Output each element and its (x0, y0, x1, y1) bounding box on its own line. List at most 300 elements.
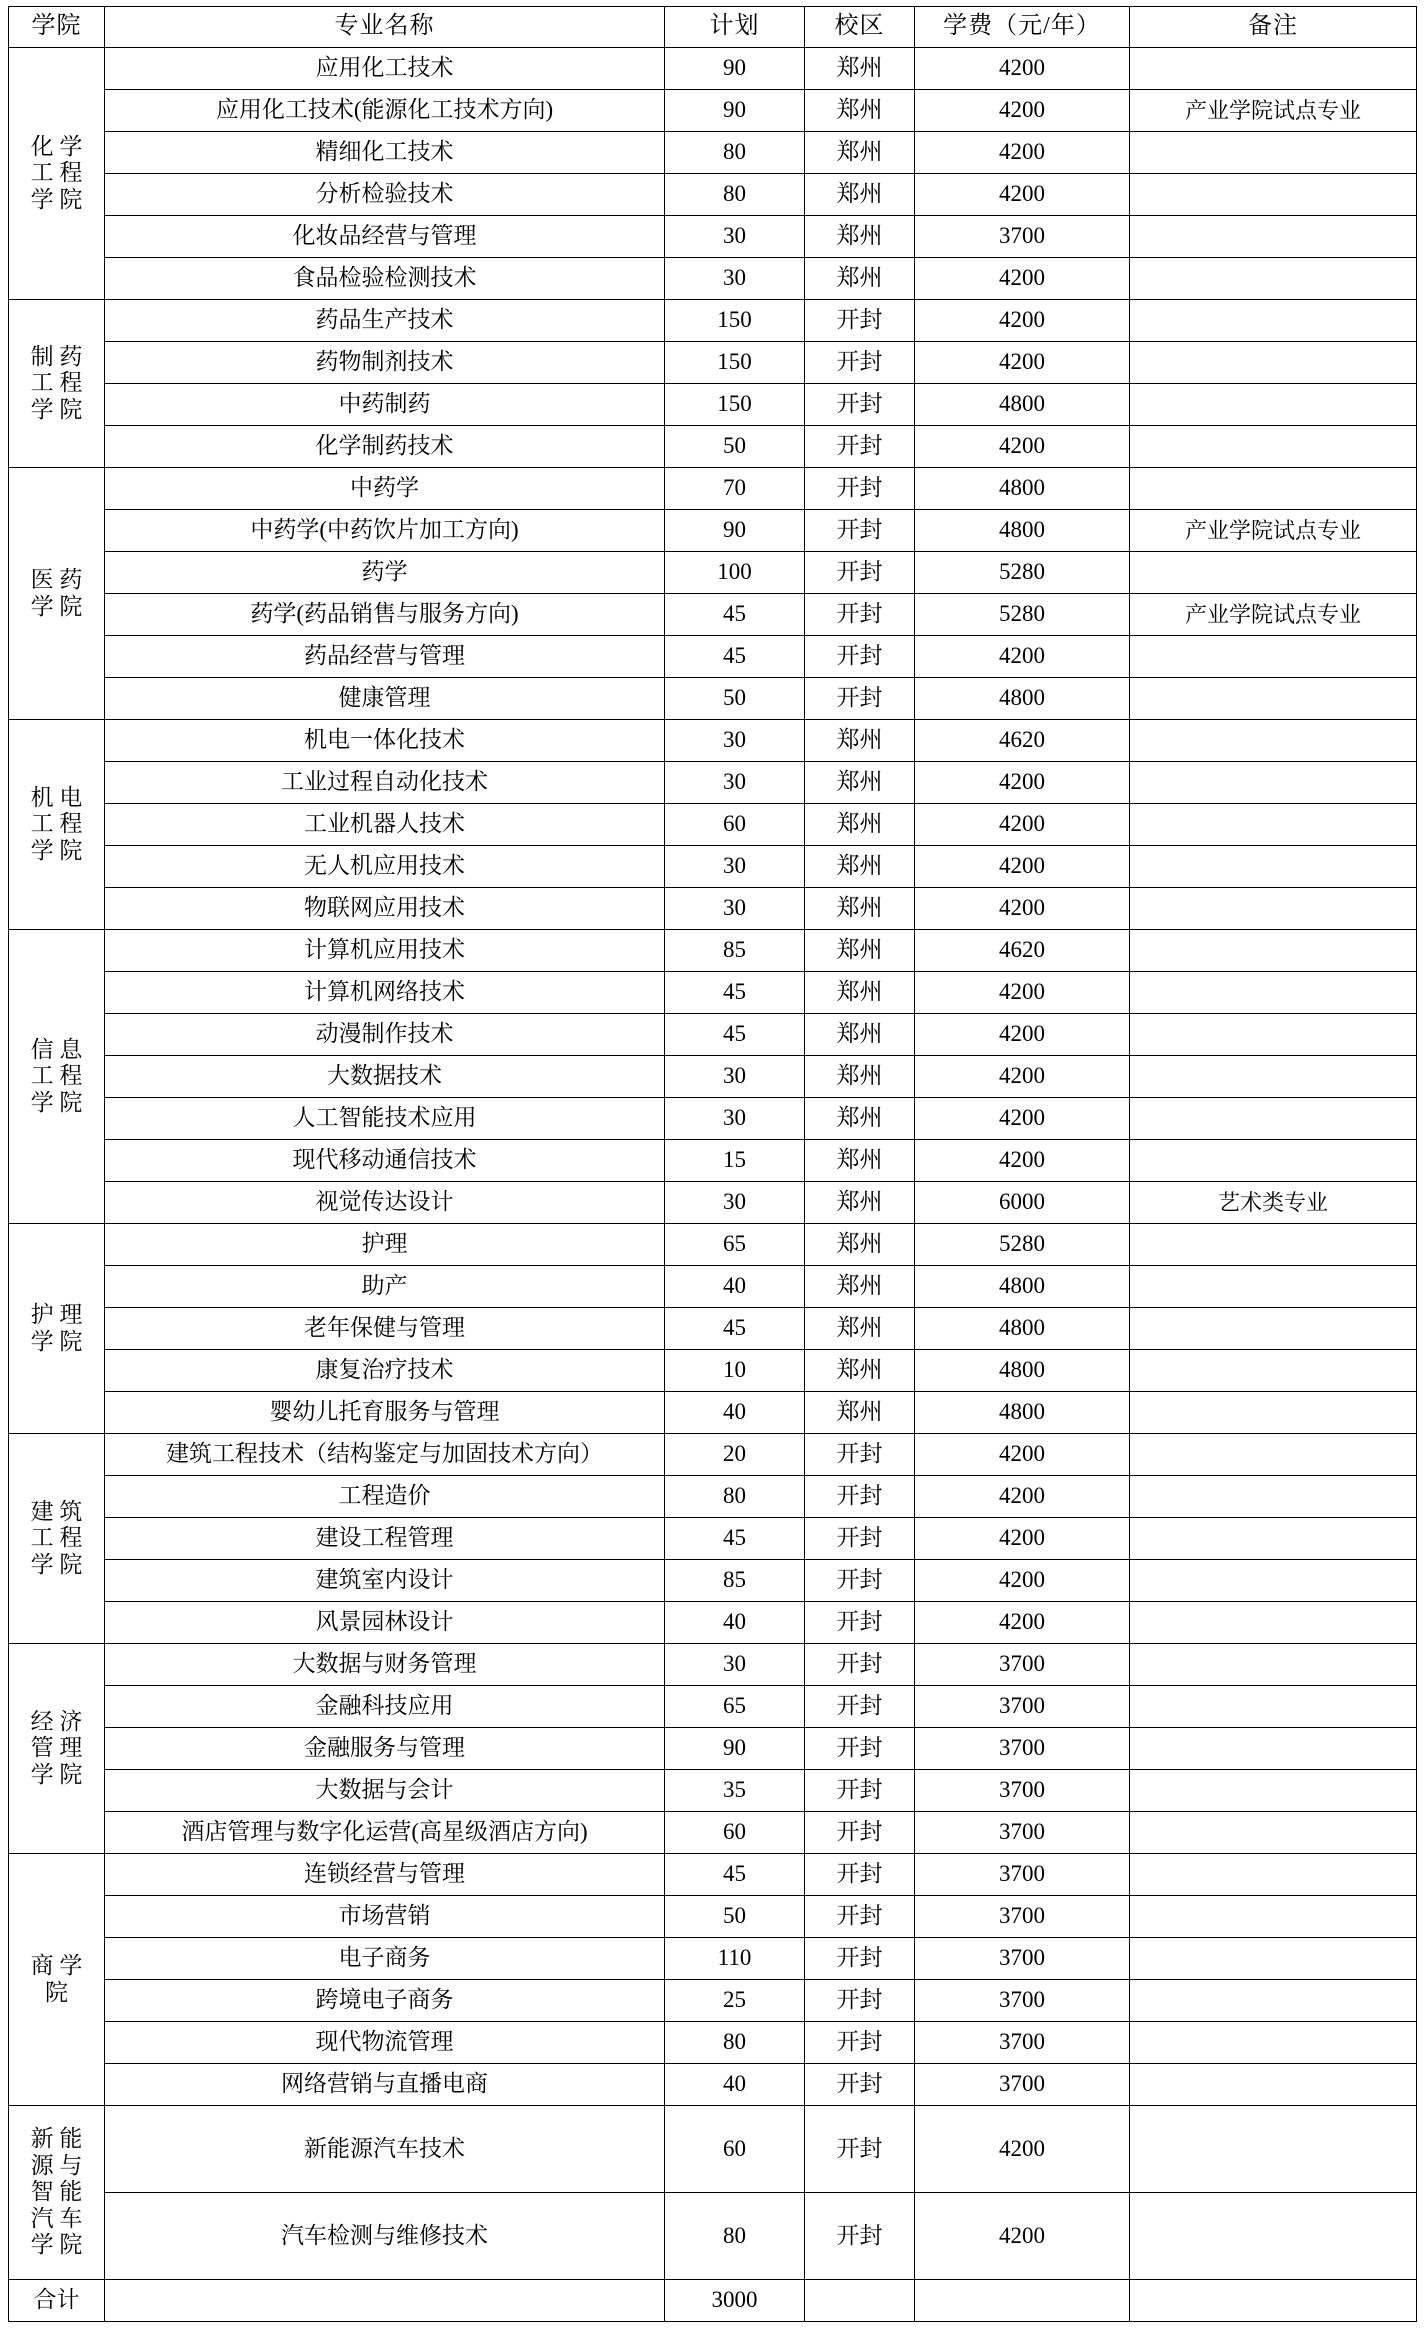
table-row (9, 426, 1417, 468)
major-name-cell: 药学(药品销售与服务方向) (105, 594, 665, 636)
campus-cell: 郑州 (805, 846, 915, 888)
campus-cell: 郑州 (805, 888, 915, 930)
remark-cell (1130, 1770, 1417, 1812)
campus-cell: 郑州 (805, 216, 915, 258)
plan-cell: 65 (665, 1224, 805, 1266)
remark-cell (1130, 2193, 1417, 2280)
fee-cell: 3700 (915, 1644, 1130, 1686)
table-row (9, 762, 1417, 804)
major-name-cell: 药学 (105, 552, 665, 594)
campus-cell: 开封 (805, 1518, 915, 1560)
fee-cell: 4800 (915, 1350, 1130, 1392)
campus-cell: 开封 (805, 1644, 915, 1686)
fee-cell: 4200 (915, 1098, 1130, 1140)
major-name-cell: 中药学 (105, 468, 665, 510)
plan-cell: 10 (665, 1350, 805, 1392)
college-name-line: 经 济 (30, 1708, 83, 1734)
fee-cell: 4200 (915, 972, 1130, 1014)
table-row (9, 1560, 1417, 1602)
plan-cell: 30 (665, 762, 805, 804)
major-name-cell: 护理 (105, 1224, 665, 1266)
table-row (9, 1224, 1417, 1266)
table-row (9, 2106, 1417, 2193)
header-major: 专业名称 (105, 7, 665, 48)
campus-cell: 郑州 (805, 48, 915, 90)
college-name-line: 学 院 (30, 2232, 83, 2258)
enrollment-plan-table (8, 6, 1417, 2322)
college-name-line: 信 息 (30, 1036, 83, 1062)
campus-cell: 开封 (805, 1602, 915, 1644)
campus-cell: 开封 (805, 1476, 915, 1518)
remark-cell (1130, 1098, 1417, 1140)
major-name-cell: 计算机应用技术 (105, 930, 665, 972)
college-name-line: 建 筑 (30, 1498, 83, 1524)
campus-cell: 开封 (805, 1896, 915, 1938)
plan-cell: 40 (665, 1266, 805, 1308)
plan-cell: 150 (665, 300, 805, 342)
fee-cell: 4200 (915, 1560, 1130, 1602)
table-row (9, 90, 1417, 132)
plan-cell: 25 (665, 1980, 805, 2022)
remark-cell (1130, 1896, 1417, 1938)
campus-cell: 开封 (805, 384, 915, 426)
plan-cell: 90 (665, 48, 805, 90)
college-name-line: 制 药 (30, 343, 83, 369)
remark-cell (1130, 930, 1417, 972)
remark-cell (1130, 258, 1417, 300)
fee-cell: 4800 (915, 678, 1130, 720)
campus-cell: 开封 (805, 1434, 915, 1476)
total-row (9, 2280, 1417, 2322)
major-name-cell: 物联网应用技术 (105, 888, 665, 930)
major-name-cell: 现代移动通信技术 (105, 1140, 665, 1182)
plan-cell: 40 (665, 1392, 805, 1434)
plan-cell: 45 (665, 1014, 805, 1056)
table-row (9, 636, 1417, 678)
college-name-line: 工 程 (30, 1063, 83, 1089)
remark-cell (1130, 1056, 1417, 1098)
campus-cell: 开封 (805, 1812, 915, 1854)
major-name-cell: 机电一体化技术 (105, 720, 665, 762)
major-name-cell: 市场营销 (105, 1896, 665, 1938)
plan-cell: 70 (665, 468, 805, 510)
major-name-cell: 中药制药 (105, 384, 665, 426)
major-name-cell: 大数据技术 (105, 1056, 665, 1098)
plan-cell: 30 (665, 888, 805, 930)
remark-cell (1130, 720, 1417, 762)
table-row (9, 888, 1417, 930)
major-name-cell: 视觉传达设计 (105, 1182, 665, 1224)
remark-cell (1130, 1602, 1417, 1644)
college-name-line: 院 (45, 1979, 68, 2005)
remark-cell: 产业学院试点专业 (1130, 90, 1417, 132)
plan-cell: 80 (665, 1476, 805, 1518)
table-row (9, 1896, 1417, 1938)
fee-cell: 4200 (915, 1014, 1130, 1056)
remark-cell (1130, 678, 1417, 720)
remark-cell (1130, 1014, 1417, 1056)
remark-cell (1130, 1434, 1417, 1476)
plan-cell: 30 (665, 258, 805, 300)
fee-cell: 4620 (915, 930, 1130, 972)
major-name-cell: 助产 (105, 1266, 665, 1308)
plan-cell: 30 (665, 720, 805, 762)
major-name-cell: 大数据与会计 (105, 1770, 665, 1812)
campus-cell: 开封 (805, 636, 915, 678)
campus-cell: 郑州 (805, 1182, 915, 1224)
table-row (9, 342, 1417, 384)
major-name-cell: 建筑工程技术（结构鉴定与加固技术方向） (105, 1434, 665, 1476)
fee-cell: 3700 (915, 1686, 1130, 1728)
major-name-cell: 网络营销与直播电商 (105, 2064, 665, 2106)
college-name-line: 机 电 (30, 784, 83, 810)
table-row (9, 1434, 1417, 1476)
campus-cell: 开封 (805, 1686, 915, 1728)
remark-cell (1130, 1980, 1417, 2022)
table-row (9, 804, 1417, 846)
table-row (9, 1938, 1417, 1980)
fee-cell: 4200 (915, 1140, 1130, 1182)
fee-cell: 4200 (915, 426, 1130, 468)
campus-cell: 郑州 (805, 1350, 915, 1392)
plan-cell: 50 (665, 1896, 805, 1938)
remark-cell (1130, 48, 1417, 90)
fee-cell: 4800 (915, 510, 1130, 552)
plan-cell: 45 (665, 636, 805, 678)
fee-cell: 4200 (915, 174, 1130, 216)
college-name-line: 学 院 (30, 396, 83, 422)
fee-cell: 3700 (915, 1896, 1130, 1938)
major-name-cell: 跨境电子商务 (105, 1980, 665, 2022)
campus-cell: 郑州 (805, 804, 915, 846)
campus-cell: 郑州 (805, 1308, 915, 1350)
fee-cell: 3700 (915, 2022, 1130, 2064)
remark-cell (1130, 426, 1417, 468)
table-row (9, 1644, 1417, 1686)
header-plan: 计划 (665, 7, 805, 48)
remark-cell (1130, 1140, 1417, 1182)
fee-cell: 3700 (915, 2064, 1130, 2106)
campus-cell: 郑州 (805, 762, 915, 804)
table-row (9, 468, 1417, 510)
table-row (9, 1014, 1417, 1056)
plan-cell: 45 (665, 594, 805, 636)
major-name-cell: 无人机应用技术 (105, 846, 665, 888)
plan-cell: 60 (665, 1812, 805, 1854)
college-cell (9, 1434, 105, 1644)
major-name-cell: 化妆品经营与管理 (105, 216, 665, 258)
table-row (9, 552, 1417, 594)
header-campus: 校区 (805, 7, 915, 48)
fee-cell: 4200 (915, 48, 1130, 90)
plan-cell: 60 (665, 2106, 805, 2193)
table-row (9, 174, 1417, 216)
header-row (9, 7, 1417, 48)
major-name-cell: 新能源汽车技术 (105, 2106, 665, 2193)
remark-cell (1130, 1224, 1417, 1266)
fee-cell: 4200 (915, 342, 1130, 384)
plan-cell: 100 (665, 552, 805, 594)
college-name-line: 源 与 (30, 2152, 83, 2178)
table-row (9, 972, 1417, 1014)
remark-cell (1130, 1476, 1417, 1518)
campus-cell: 郑州 (805, 1056, 915, 1098)
table-row (9, 258, 1417, 300)
fee-cell: 3700 (915, 1728, 1130, 1770)
fee-cell: 4200 (915, 2106, 1130, 2193)
table-row (9, 930, 1417, 972)
major-name-cell: 婴幼儿托育服务与管理 (105, 1392, 665, 1434)
table-row (9, 846, 1417, 888)
plan-cell: 90 (665, 1728, 805, 1770)
major-name-cell: 工程造价 (105, 1476, 665, 1518)
fee-cell: 4200 (915, 888, 1130, 930)
table-row (9, 2193, 1417, 2280)
table-row (9, 1182, 1417, 1224)
remark-cell (1130, 804, 1417, 846)
campus-cell: 郑州 (805, 258, 915, 300)
remark-cell (1130, 636, 1417, 678)
table-row (9, 1686, 1417, 1728)
plan-cell: 80 (665, 132, 805, 174)
college-name-line: 管 理 (30, 1735, 83, 1761)
campus-cell: 开封 (805, 552, 915, 594)
plan-cell: 50 (665, 426, 805, 468)
remark-cell (1130, 1392, 1417, 1434)
fee-cell: 4200 (915, 1476, 1130, 1518)
campus-cell: 开封 (805, 1560, 915, 1602)
fee-cell: 4200 (915, 300, 1130, 342)
table-row (9, 1266, 1417, 1308)
remark-cell (1130, 300, 1417, 342)
major-name-cell: 老年保健与管理 (105, 1308, 665, 1350)
campus-cell: 郑州 (805, 930, 915, 972)
fee-cell: 4200 (915, 90, 1130, 132)
fee-cell: 4200 (915, 1602, 1130, 1644)
header-remark: 备注 (1130, 7, 1417, 48)
college-name-line: 学 院 (30, 593, 83, 619)
college-name-line: 学 院 (30, 1551, 83, 1577)
remark-cell (1130, 1854, 1417, 1896)
campus-cell: 郑州 (805, 132, 915, 174)
campus-cell: 郑州 (805, 972, 915, 1014)
campus-cell: 郑州 (805, 1266, 915, 1308)
major-name-cell: 药品生产技术 (105, 300, 665, 342)
college-name-line: 工 程 (30, 160, 83, 186)
college-name-line: 商 学 (30, 1953, 83, 1979)
college-name-line: 工 程 (30, 811, 83, 837)
campus-cell: 郑州 (805, 720, 915, 762)
fee-cell: 5280 (915, 1224, 1130, 1266)
campus-cell: 开封 (805, 2106, 915, 2193)
major-name-cell: 中药学(中药饮片加工方向) (105, 510, 665, 552)
remark-cell (1130, 1266, 1417, 1308)
fee-cell: 3700 (915, 1938, 1130, 1980)
remark-cell (1130, 174, 1417, 216)
table-row (9, 1602, 1417, 1644)
college-cell (9, 720, 105, 930)
fee-cell: 3700 (915, 1980, 1130, 2022)
college-name-line: 学 院 (30, 186, 83, 212)
major-name-cell: 化学制药技术 (105, 426, 665, 468)
plan-cell: 30 (665, 216, 805, 258)
plan-cell: 45 (665, 1308, 805, 1350)
plan-cell: 90 (665, 90, 805, 132)
college-name-line: 工 程 (30, 1525, 83, 1551)
table-row (9, 2022, 1417, 2064)
table-row (9, 678, 1417, 720)
college-name-line: 学 院 (30, 1328, 83, 1354)
remark-cell (1130, 1644, 1417, 1686)
remark-cell: 产业学院试点专业 (1130, 510, 1417, 552)
table-row (9, 384, 1417, 426)
college-cell (9, 1224, 105, 1434)
table-row (9, 1056, 1417, 1098)
fee-cell: 3700 (915, 1770, 1130, 1812)
major-name-cell: 精细化工技术 (105, 132, 665, 174)
plan-cell: 30 (665, 1644, 805, 1686)
total-remark-cell (1130, 2280, 1417, 2322)
major-name-cell: 应用化工技术(能源化工技术方向) (105, 90, 665, 132)
major-name-cell: 动漫制作技术 (105, 1014, 665, 1056)
remark-cell: 产业学院试点专业 (1130, 594, 1417, 636)
plan-cell: 150 (665, 384, 805, 426)
college-cell (9, 48, 105, 300)
plan-cell: 30 (665, 1182, 805, 1224)
fee-cell: 4800 (915, 468, 1130, 510)
campus-cell: 郑州 (805, 1140, 915, 1182)
table-row (9, 2064, 1417, 2106)
campus-cell: 开封 (805, 468, 915, 510)
plan-cell: 80 (665, 174, 805, 216)
plan-cell: 80 (665, 2193, 805, 2280)
campus-cell: 开封 (805, 1980, 915, 2022)
plan-cell: 30 (665, 1056, 805, 1098)
fee-cell: 4200 (915, 636, 1130, 678)
major-name-cell: 金融科技应用 (105, 1686, 665, 1728)
remark-cell (1130, 2064, 1417, 2106)
plan-cell: 45 (665, 1518, 805, 1560)
campus-cell: 开封 (805, 1854, 915, 1896)
campus-cell: 开封 (805, 426, 915, 468)
table-row (9, 1980, 1417, 2022)
plan-cell: 65 (665, 1686, 805, 1728)
campus-cell: 开封 (805, 2193, 915, 2280)
campus-cell: 郑州 (805, 1224, 915, 1266)
fee-cell: 4200 (915, 762, 1130, 804)
campus-cell: 郑州 (805, 1392, 915, 1434)
total-major-cell (105, 2280, 665, 2322)
college-cell (9, 930, 105, 1224)
campus-cell: 开封 (805, 1938, 915, 1980)
fee-cell: 5280 (915, 552, 1130, 594)
header-fee: 学费（元/年） (915, 7, 1130, 48)
plan-cell: 50 (665, 678, 805, 720)
major-name-cell: 大数据与财务管理 (105, 1644, 665, 1686)
college-cell (9, 300, 105, 468)
campus-cell: 开封 (805, 342, 915, 384)
college-cell (9, 468, 105, 720)
table-row (9, 132, 1417, 174)
remark-cell (1130, 1308, 1417, 1350)
major-name-cell: 健康管理 (105, 678, 665, 720)
header-college: 学院 (9, 7, 105, 48)
remark-cell (1130, 2022, 1417, 2064)
table-row (9, 594, 1417, 636)
fee-cell: 4200 (915, 132, 1130, 174)
plan-cell: 40 (665, 1602, 805, 1644)
remark-cell (1130, 1938, 1417, 1980)
college-name-line: 智 能 (30, 2179, 83, 2205)
table-body (9, 48, 1417, 2322)
college-cell (9, 1644, 105, 1854)
remark-cell (1130, 342, 1417, 384)
remark-cell (1130, 468, 1417, 510)
remark-cell (1130, 762, 1417, 804)
major-name-cell: 人工智能技术应用 (105, 1098, 665, 1140)
campus-cell: 开封 (805, 2022, 915, 2064)
major-name-cell: 分析检验技术 (105, 174, 665, 216)
major-name-cell: 建设工程管理 (105, 1518, 665, 1560)
table-row (9, 300, 1417, 342)
total-label-cell: 合计 (9, 2280, 105, 2322)
major-name-cell: 工业过程自动化技术 (105, 762, 665, 804)
table-row (9, 720, 1417, 762)
remark-cell (1130, 1812, 1417, 1854)
remark-cell (1130, 2106, 1417, 2193)
major-name-cell: 电子商务 (105, 1938, 665, 1980)
campus-cell: 开封 (805, 678, 915, 720)
major-name-cell: 食品检验检测技术 (105, 258, 665, 300)
college-cell (9, 1854, 105, 2106)
major-name-cell: 药物制剂技术 (105, 342, 665, 384)
campus-cell: 开封 (805, 594, 915, 636)
plan-cell: 85 (665, 1560, 805, 1602)
fee-cell: 4800 (915, 1392, 1130, 1434)
college-name-line: 学 院 (30, 1089, 83, 1115)
remark-cell (1130, 384, 1417, 426)
remark-cell (1130, 888, 1417, 930)
plan-cell: 45 (665, 972, 805, 1014)
college-name-line: 新 能 (30, 2126, 83, 2152)
fee-cell: 4200 (915, 258, 1130, 300)
plan-cell: 110 (665, 1938, 805, 1980)
college-name-line: 学 院 (30, 837, 83, 863)
total-plan-cell: 3000 (665, 2280, 805, 2322)
total-campus-cell (805, 2280, 915, 2322)
fee-cell: 4620 (915, 720, 1130, 762)
plan-cell: 20 (665, 1434, 805, 1476)
plan-cell: 150 (665, 342, 805, 384)
campus-cell: 郑州 (805, 1014, 915, 1056)
campus-cell: 开封 (805, 2064, 915, 2106)
college-name-line: 学 院 (30, 1761, 83, 1787)
college-cell (9, 2106, 105, 2280)
campus-cell: 开封 (805, 1728, 915, 1770)
remark-cell (1130, 972, 1417, 1014)
total-fee-cell (915, 2280, 1130, 2322)
campus-cell: 郑州 (805, 90, 915, 132)
plan-cell: 30 (665, 846, 805, 888)
table-row (9, 1140, 1417, 1182)
campus-cell: 开封 (805, 300, 915, 342)
campus-cell: 开封 (805, 1770, 915, 1812)
table-row (9, 1854, 1417, 1896)
college-name-line: 医 药 (30, 567, 83, 593)
plan-cell: 35 (665, 1770, 805, 1812)
major-name-cell: 酒店管理与数字化运营(高星级酒店方向) (105, 1812, 665, 1854)
fee-cell: 3700 (915, 1812, 1130, 1854)
